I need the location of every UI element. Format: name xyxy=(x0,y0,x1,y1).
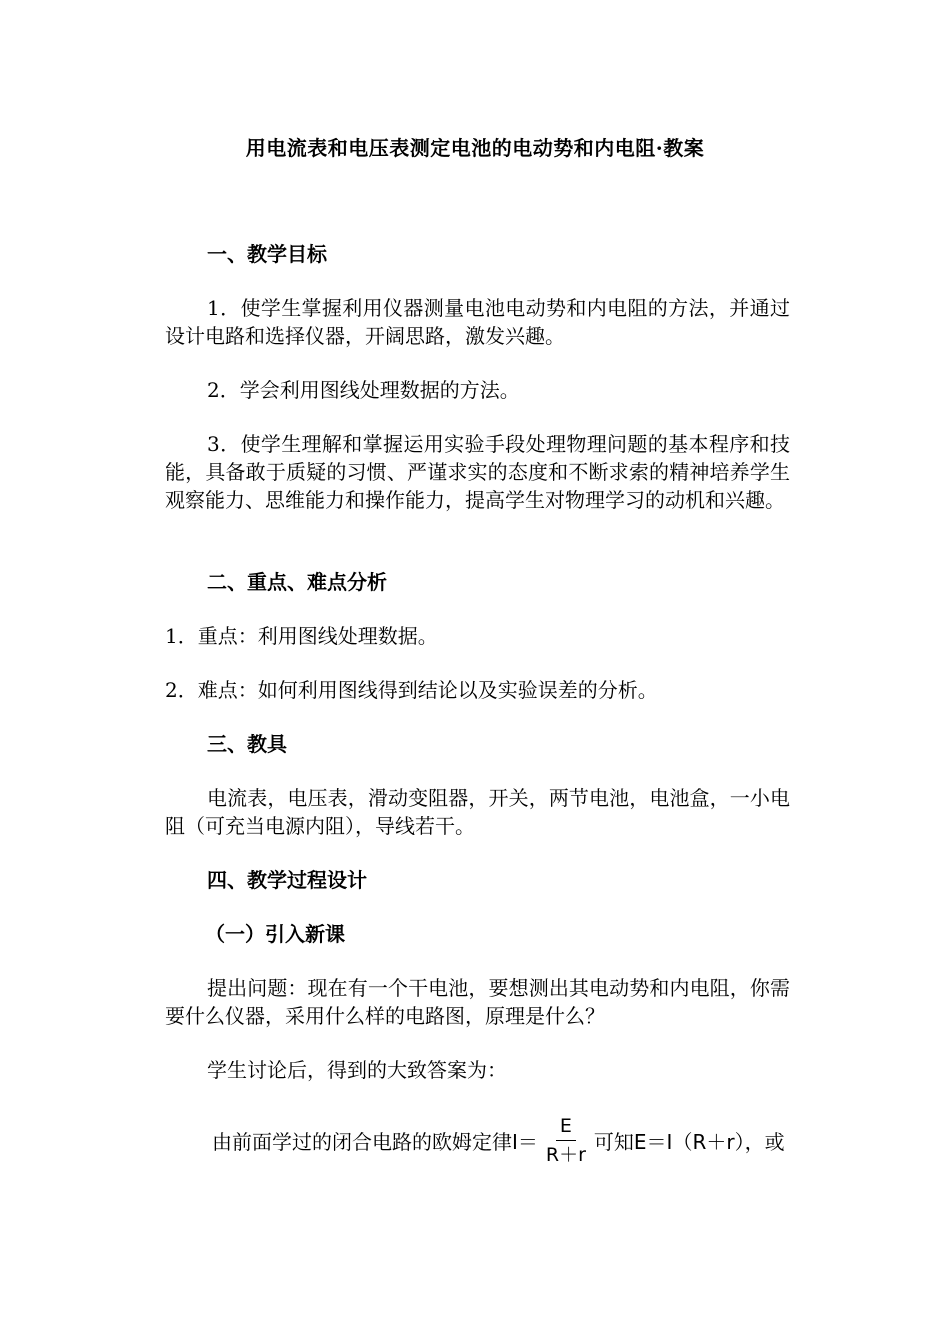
key-point-item-2: 2．难点：如何利用图线得到结论以及实验误差的分析。 xyxy=(165,678,658,702)
goal-item-2: 2．学会利用图线处理数据的方法。 xyxy=(207,378,520,402)
discussion-text: 学生讨论后，得到的大致答案为： xyxy=(207,1058,507,1082)
ohm-law-formula xyxy=(212,1110,852,1170)
intro-question: 提出问题：现在有一个干电池，要想测出其电动势和内电阻，你需要什么仪器，采用什么样的电路图，原理是什么？ xyxy=(165,976,790,1028)
section-heading-process: 四、教学过程设计 xyxy=(207,868,367,892)
formula-numerator: E xyxy=(556,1114,576,1141)
section-heading-equipment: 三、教具 xyxy=(207,732,287,756)
formula-suffix: 可知E＝I（R＋r），或 xyxy=(593,1129,785,1154)
section-heading-key-points: 二、重点、难点分析 xyxy=(207,570,387,594)
formula-fraction xyxy=(542,1114,590,1167)
goal-item-1: 1．使学生掌握利用仪器测量电池电动势和内电阻的方法，并通过设计电路和选择仪器，开阔思路，激发兴趣。 xyxy=(165,296,790,348)
goal-item-3: 3．使学生理解和掌握运用实验手段处理物理问题的基本程序和技能，具备敢于质疑的习惯、严谨求实的态度和不断求索的精神培养学生观察能力、思维能力和操作能力，提高学生对物理学习的动机和兴趣。 xyxy=(165,432,790,512)
formula-prefix: 由前面学过的闭合电路的欧姆定律I＝ xyxy=(212,1129,538,1154)
key-point-item-1: 1．重点：利用图线处理数据。 xyxy=(165,624,438,648)
document-title: 用电流表和电压表测定电池的电动势和内电阻·教案 xyxy=(245,136,705,160)
sub-heading-intro: （一）引入新课 xyxy=(205,922,345,946)
equipment-text: 电流表，电压表，滑动变阻器，开关，两节电池，电池盒，一小电阻（可充当电源内阻），导线若干。 xyxy=(165,786,790,838)
section-heading-goals: 一、教学目标 xyxy=(207,242,327,266)
formula-denominator: R＋r xyxy=(545,1143,586,1166)
